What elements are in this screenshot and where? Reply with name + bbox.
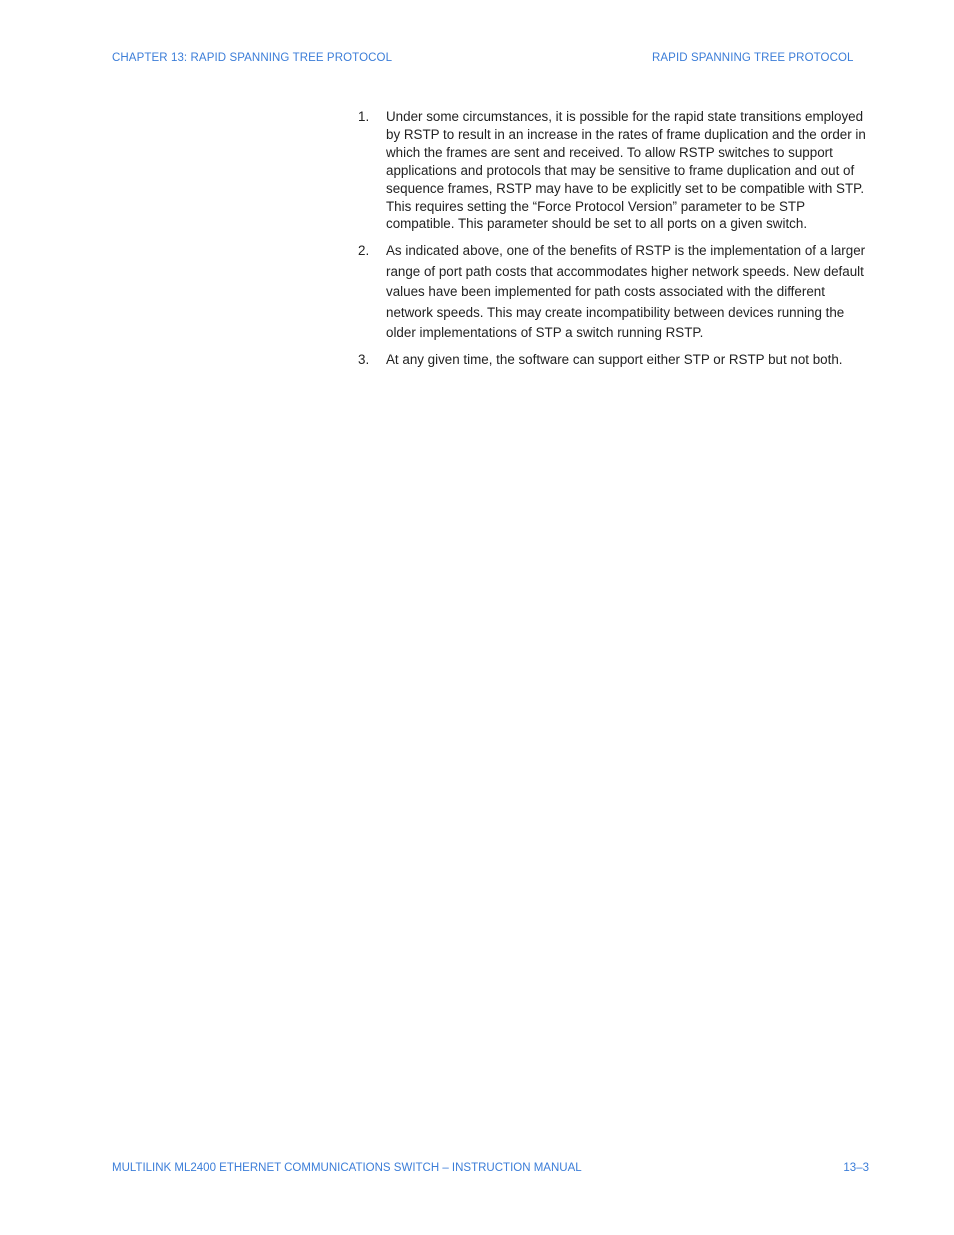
numbered-list bbox=[358, 108, 870, 377]
list-item bbox=[358, 108, 870, 233]
page-number: 13–3 bbox=[843, 1162, 869, 1174]
list-item bbox=[358, 241, 870, 343]
running-foot-manual-title: MULTILINK ML2400 ETHERNET COMMUNICATIONS SWITCH – INSTRUCTION MANUAL bbox=[112, 1162, 582, 1174]
list-item-number: 3. bbox=[358, 352, 370, 368]
list-item bbox=[358, 351, 870, 369]
list-item-number: 1. bbox=[358, 109, 370, 124]
list-item-text: At any given time, the software can support either STP or RSTP but not both. bbox=[386, 352, 843, 368]
list-item-text: As indicated above, one of the benefits of RSTP is the implementation of a larger range of port path costs that accommodates higher network speeds. New default values have been implemented for path costs associated with the different network speeds. This may create incompatibility between devices running the older implementations of STP a switch running RSTP. bbox=[386, 243, 866, 340]
list-item-number: 2. bbox=[358, 243, 370, 259]
running-head-section: RAPID SPANNING TREE PROTOCOL bbox=[652, 52, 854, 64]
list-item-text: Under some circumstances, it is possible for the rapid state transitions employed by RSTP to result in an increase in the rates of frame duplication and the order in which the frames are sent and received. To allow RSTP switches to support applications and protocols that may be sensitive to frame duplication and out of sequence frames, RSTP may have to be explicitly set to be compatible with STP. This requires setting the “Force Protocol Version” parameter to be STP compatible. This parameter should be set to all ports on a given switch. bbox=[386, 109, 866, 232]
running-head-chapter: CHAPTER 13: RAPID SPANNING TREE PROTOCOL bbox=[112, 52, 393, 64]
